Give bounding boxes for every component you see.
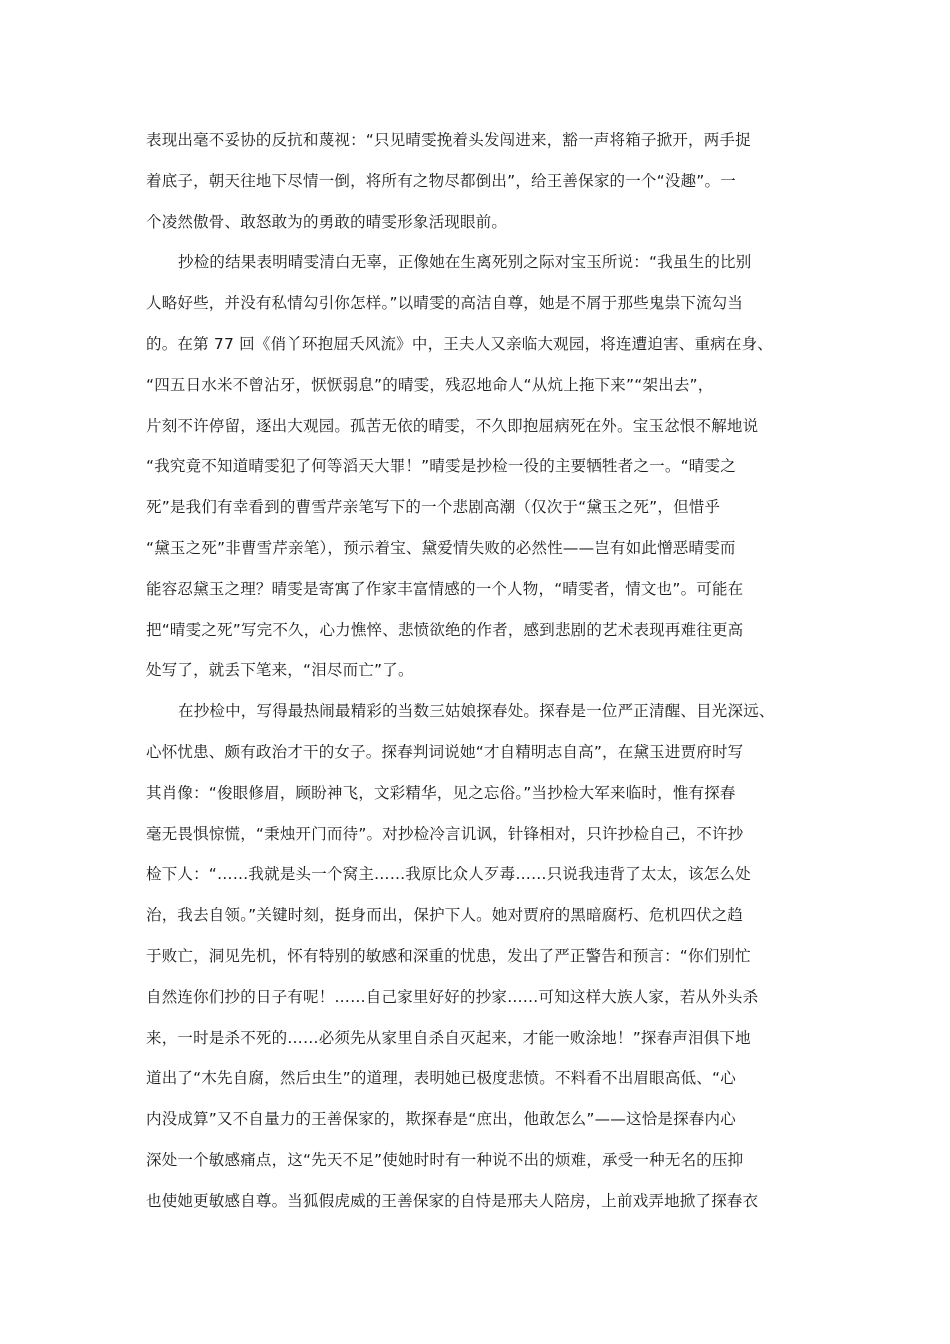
text-line: 着底子，朝天往地下尽情一倒，将所有之物尽都倒出”，给王善保家的一个“没趣”。一	[146, 171, 736, 190]
text-line: 片刻不许停留，逐出大观园。孤苦无依的晴雯，不久即抱屈病死在外。宝玉忿恨不解地说	[146, 416, 759, 435]
text-line: 死”是我们有幸看到的曹雪芹亲笔写下的一个悲剧高潮（仅次于“黛玉之死”，但惜乎	[146, 498, 721, 517]
paragraph	[146, 691, 814, 1221]
text-line: 能容忍黛玉之理？晴雯是寄寓了作家丰富情感的一个人物，“晴雯者，情文也”。可能在	[146, 579, 744, 598]
text-line: “黛玉之死”非曹雪芹亲笔），预示着宝、黛爱情失败的必然性——岂有如此憎恶晴雯而	[146, 538, 736, 557]
text-line: 自然连你们抄的日子有呢！……自己家里好好的抄家……可知这样大族人家，若从外头杀	[146, 987, 759, 1006]
text-line: 心怀忧患、颇有政治才干的女子。探春判词说她“才自精明志自高”，在黛玉进贾府时写	[146, 742, 744, 761]
text-line: 表现出毫不妥协的反抗和蔑视：“只见晴雯挽着头发闯进来，豁一声将箱子掀开，两手捉	[146, 131, 751, 149]
text-line: 在抄检中，写得最热闹最精彩的当数三姑娘探春处。探春是一位严正清醒、目光深远、	[178, 702, 775, 721]
text-line: 内没成算”又不自量力的王善保家的，欺探春是“庶出，他敢怎么”——这恰是探春内心	[146, 1110, 736, 1129]
text-line: 检下人：“……我就是头一个窝主……我原比众人歹毒……只说我违背了太太，该怎么处	[146, 865, 751, 884]
text-line: 道出了“木先自腐，然后虫生”的道理，表明她已极度悲愤。不料看不出眉眼高低、“心	[146, 1069, 736, 1088]
text-line: 把“晴雯之死”写完不久，心力憔悴、悲愤欲绝的作者，感到悲剧的艺术表现再难往更高	[146, 620, 744, 639]
paragraph	[146, 242, 814, 691]
text-line: 深处一个敏感痛点，这“先天不足”使她时时有一种说不出的烦难，承受一种无名的压抑	[146, 1150, 744, 1169]
text-line: 人略好些，并没有私情勾引你怎样。”以晴雯的高洁自尊，她是不屑于那些鬼祟下流勾当	[146, 294, 744, 313]
document-body	[146, 120, 814, 1222]
text-line: 来，一时是杀不死的……必须先从家里自杀自灭起来，才能一败涂地！”探春声泪俱下地	[146, 1028, 751, 1047]
text-line: 个凌然傲骨、敢怒敢为的勇敢的晴雯形象活现眼前。	[146, 212, 508, 231]
text-line: 也使她更敏感自尊。当狐假虎威的王善保家的自恃是邢夫人陪房，上前戏弄地掀了探春衣	[146, 1191, 759, 1210]
paragraph	[146, 120, 814, 242]
text-line: 抄检的结果表明晴雯清白无辜，正像她在生离死别之际对宝玉所说：“我虽生的比别	[178, 253, 752, 272]
text-line: 毫无畏惧惊慌，“秉烛开门而待”。对抄检冷言讥讽，针锋相对，只许抄检自己，不许抄	[146, 824, 744, 843]
text-line: “我究竟不知道晴雯犯了何等滔天大罪！”晴雯是抄检一役的主要牺牲者之一。“晴雯之	[146, 457, 736, 476]
text-line: 其肖像：“俊眼修眉，顾盼神飞，文彩精华，见之忘俗。”当抄检大军来临时，惟有探春	[146, 783, 736, 802]
text-line: 处写了，就丢下笔来，“泪尽而亡”了。	[146, 661, 414, 680]
text-line: “四五日水米不曾沾牙，恹恹弱息”的晴雯，残忍地命人“从炕上拖下来”“架出去”，	[146, 375, 714, 394]
text-line: 于败亡，洞见先机，怀有特别的敏感和深重的忧患，发出了严正警告和预言：“你们别忙	[146, 946, 751, 965]
text-line: 治，我去自领。”关键时刻，挺身而出，保护下人。她对贾府的黑暗腐朽、危机四伏之趋	[146, 906, 744, 925]
text-line: 的。在第 77 回《俏丫环抱屈夭风流》中，王夫人又亲临大观园，将连遭迫害、重病在身、	[146, 334, 773, 353]
